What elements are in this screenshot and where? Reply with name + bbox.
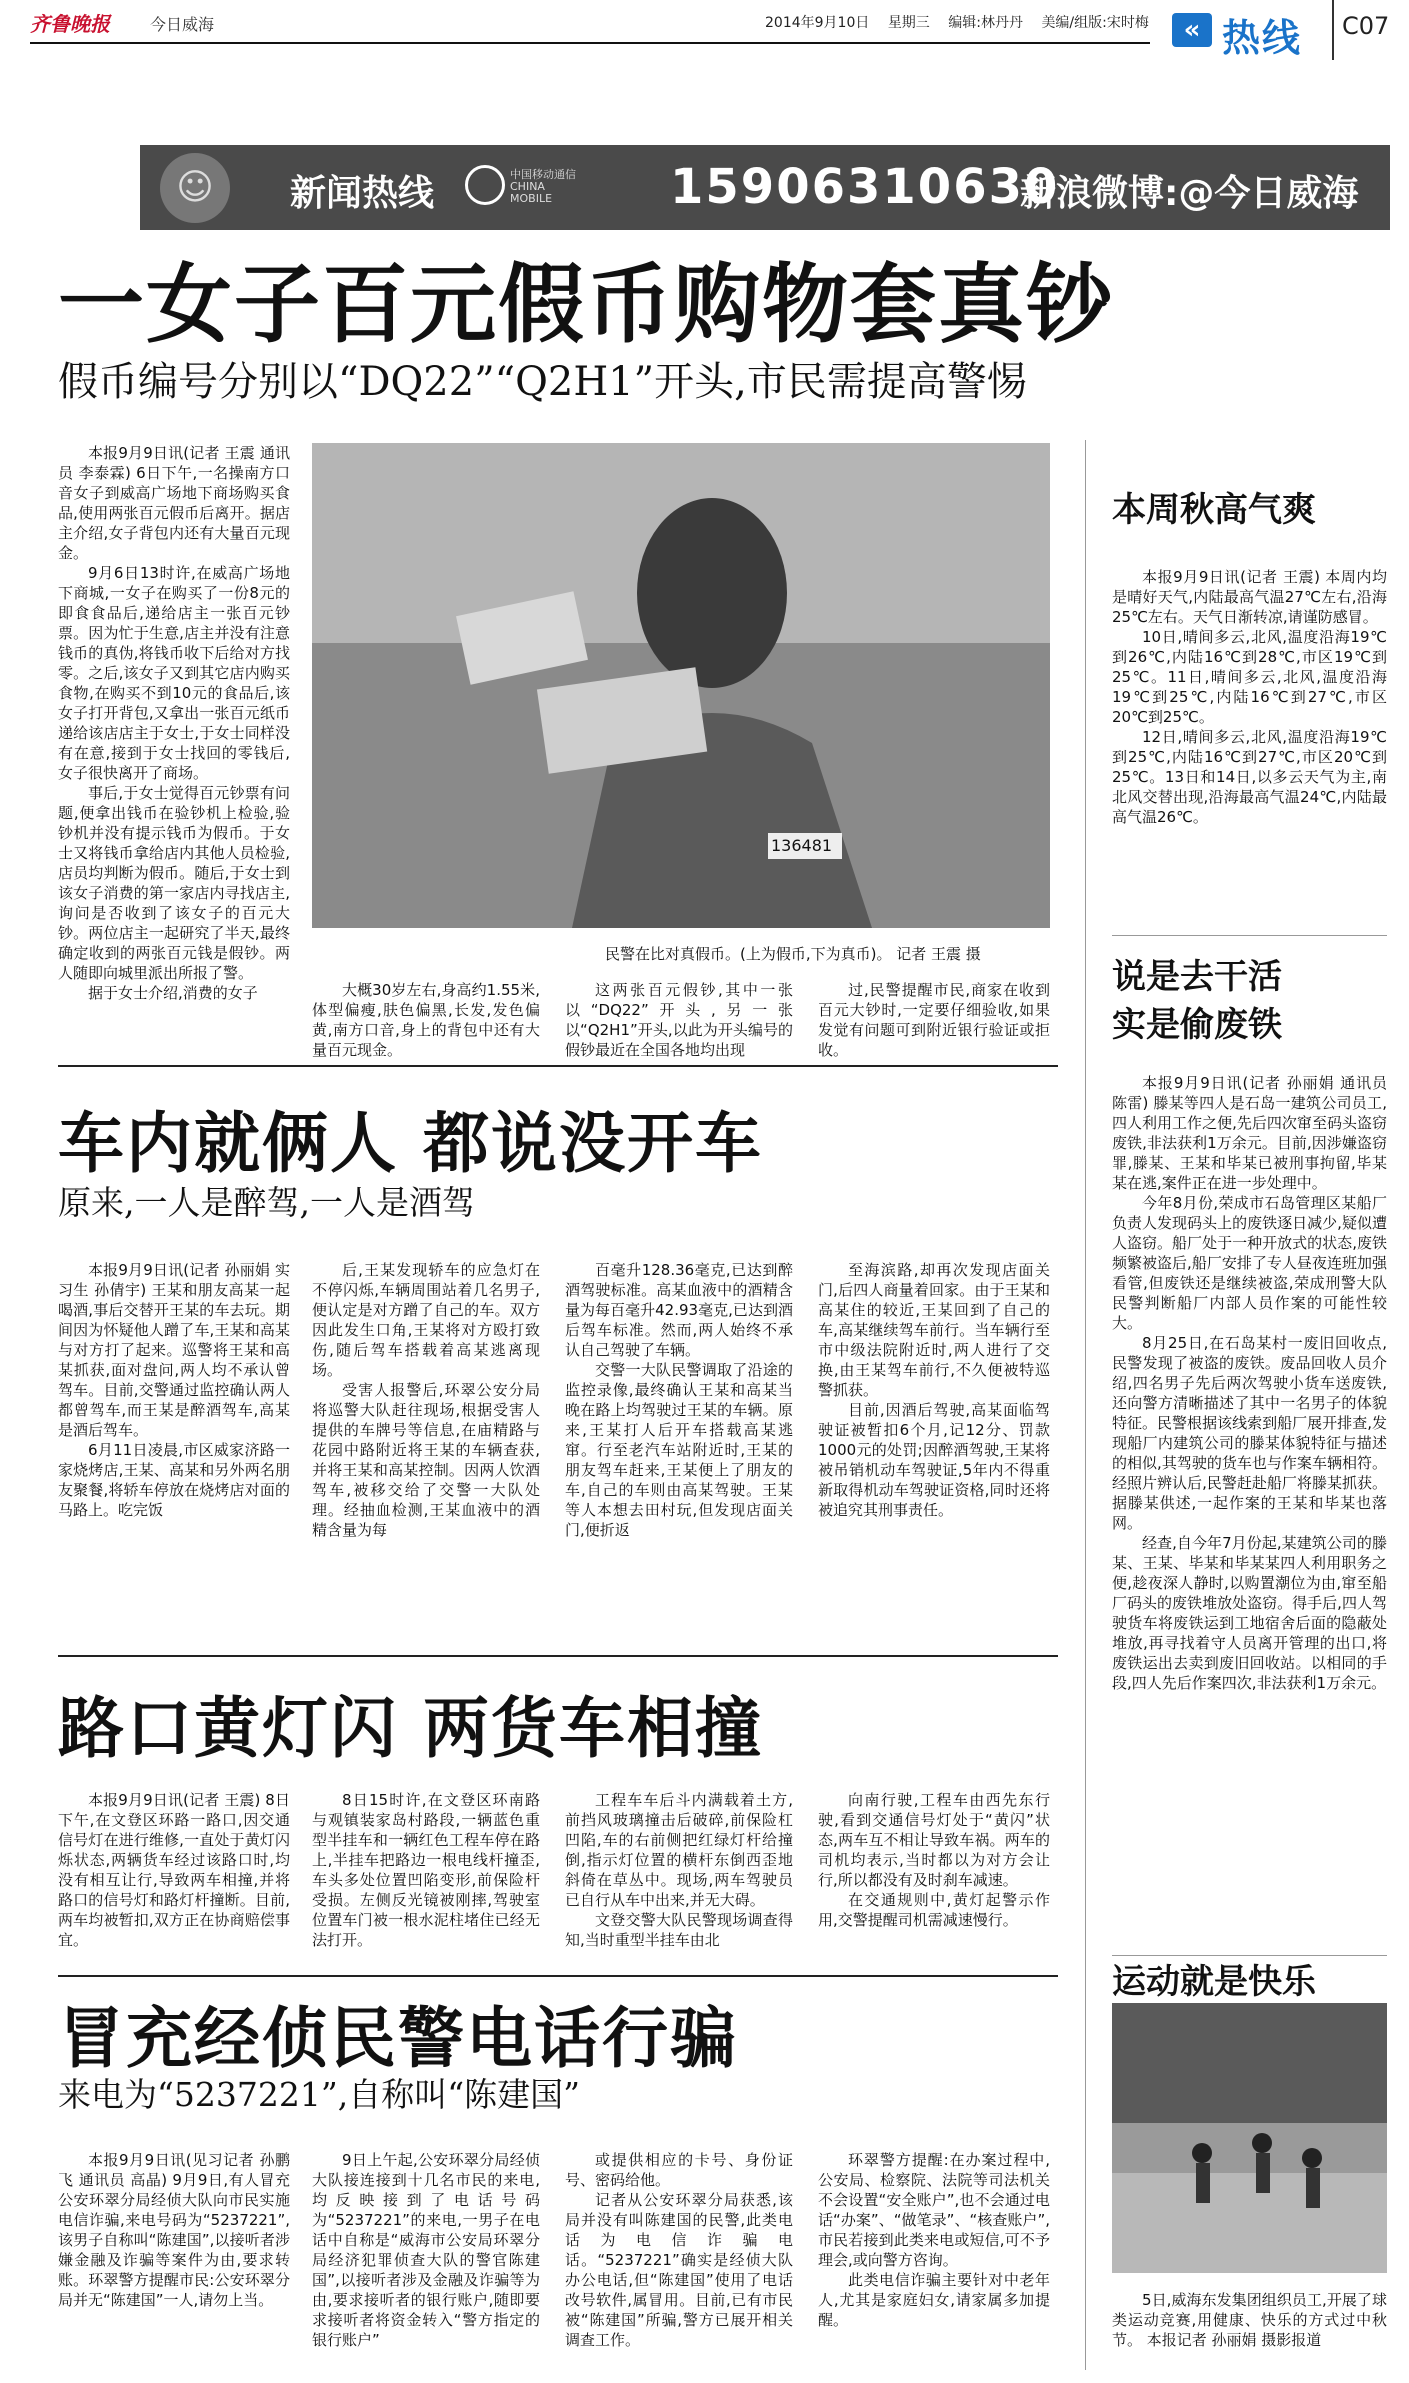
header-divider [1332, 0, 1334, 60]
article2-col3: 百毫升128.36毫克,已达到醉酒驾驶标准。高某血液中的酒精含量为每百毫升42.93毫克,已达到酒后驾车标准。然而,两人始终不承认自己驾驶了车辆。 交警一大队民警调取了沿途的监控录像,最终确认王某和高某当晚在路上均驾驶过王某的车辆。原来,王某打人后开车搭载高某逃窜。行至老汽车站附近时,王某的朋友驾车赶来,王某便上了朋友的车,自己的车则由高某驾驶。王某等人本想去田村玩,但发现店面关门,便折返 [565, 1261, 793, 1539]
article1-col3: 这两张百元假钞,其中一张以“DQ22”开头,另一张以“Q2H1”开头,以此为开头编号的假钞最近在全国各地均出现 [565, 981, 793, 1059]
article2-col2: 后,王某发现轿车的应急灯在不停闪烁,车辆周围站着几名男子,便认定是对方蹭了自己的车。双方因此发生口角,王某将对方殴打致伤,随后驾车搭载着高某逃离现场。 受害人报警后,环翠公安分局将巡警大队赶往现场,根据受害人提供的车牌号等信息,在庙精路与花园中路附近将王某的车辆查获,并将王某和高某控制。因两人饮酒驾车,被移交给了交警一大队处理。经抽血检测,王某血液中的酒精含量为每 [312, 1261, 540, 1539]
sidebar3-top-rule [1112, 1955, 1387, 1956]
article1-photo-caption: 民警在比对真假币。(上为假币,下为真币)。 记者 王震 摄 [605, 945, 981, 963]
header-rule [30, 42, 1150, 44]
mascot-icon: ☺ [160, 153, 230, 223]
basketball-game-illustration [1112, 2003, 1387, 2273]
article3-col3: 工程车车后斗内满载着土方,前挡风玻璃撞击后破碎,前保险杠凹陷,车的右前侧把红绿灯杆给撞倒,指示灯位置的横杆东倒西歪地斜倚在草丛中。现场,两车驾驶员已自行从车中出来,并无大碍。 文登交警大队民警现场调查得知,当时重型半挂车由北 [565, 1791, 793, 1949]
article4-title: 冒充经侦民警电话行骗 [58, 1999, 738, 2077]
section-tab [1172, 5, 1322, 60]
sidebar1-body: 本报9月9日讯(记者 王震) 本周内均是晴好天气,内陆最高气温27℃左右,沿海25℃左右。天气日渐转凉,请谨防感冒。 10日,晴间多云,北风,温度沿海19℃到26℃,内陆16℃到28℃,市区19℃到25℃。11日,晴间多云,北风,温度沿海19℃到25℃,内陆16℃到27℃,市区20℃到25℃。 12日,晴间多云,北风,温度沿海19℃到25℃,内陆16℃到27℃,市区20℃到25℃。13日和14日,以多云天气为主,南北风交替出现,沿海最高气温24℃,内陆最高气温26℃。 [1112, 568, 1387, 826]
article4-col4: 环翠警方提醒:在办案过程中,公安局、检察院、法院等司法机关不会设置“安全账户”,也不会通过电话“办案”、“做笔录”、“核查账户”,市民若接到此类来电或短信,可不予理会,或向警方咨询。 此类电信诈骗主要针对中老年人,尤其是家庭妇女,请家属多加提醒。 [818, 2151, 1050, 2329]
article4-subtitle: 来电为“5237221”,自称叫“陈建国” [58, 2075, 580, 2114]
china-mobile-logo-icon [465, 165, 505, 205]
page-number: C07 [1342, 12, 1390, 40]
article2-top-rule [58, 1065, 1058, 1067]
header-meta [765, 12, 1163, 32]
sidebar2-body: 本报9月9日讯(记者 孙丽娟 通讯员 陈雷) 滕某等四人是石岛一建筑公司员工,四人利用工作之便,先后四次窜至码头盗窃废铁,非法获利1万余元。目前,因涉嫌盗窃罪,滕某、王某和毕某已被刑事拘留,毕某某在逃,案件正在进一步处理中。 今年8月份,荣成市石岛管理区某船厂负责人发现码头上的废铁逐日减少,疑似遭人盗窃。船厂处于一种开放式的状态,废铁频繁被盗后,船厂安排了专人昼夜连班加强看管,但废铁还是继续被盗,荣成刑警大队民警判断船厂内部人员作案的可能性较大。 8月25日,在石岛某村一废旧回收点,民警发现了被盗的废铁。废品回收人员介绍,四名男子先后两次驾驶小货车送废铁,还向警方清晰描述了其中一名男子的体貌特征。民警根据该线索到船厂展开排查,发现船厂内建筑公司的滕某体貌特征与描述的相似,其驾驶的货车也与作案车辆相符。经照片辨认后,民警赶赴船厂将滕某抓获。据滕某供述,一起作案的王某和毕某也落网。 经查,自今年7月份起,某建筑公司的滕某、王某、毕某和毕某某四人利用职务之便,趁夜深人静时,以购置潮位为由,窜至船厂码头的废铁堆放处盗窃。得手后,四人驾驶货车将废铁运到工地宿舍后面的隐蔽处堆放,再寻找着守人员离开管理的出口,将废铁运出去卖到废旧回收站。以相同的手段,四人先后作案四次,非法获利1万余元。 [1112, 1074, 1387, 1692]
badge-number: 136481 [771, 836, 833, 855]
section-name: 热线 [1222, 16, 1303, 60]
police-officer-holding-banknotes-illustration [312, 443, 1050, 928]
article1-title: 一女子百元假币购物套真钞 [58, 254, 1114, 355]
article4-col1: 本报9月9日讯(见习记者 孙鹏飞 通讯员 高晶) 9月9日,有人冒充公安环翠分局经侦大队向市民实施电信诈骗,来电号码为“5237221”,该男子自称叫“陈建国”,以接听者涉嫌金融及诈骗等案件为由,要求转账。环翠警方提醒市民:公安环翠分局并无“陈建国”一人,请勿上当。 [58, 2151, 290, 2309]
newspaper-logo: 齐鲁晚报 [30, 12, 110, 36]
article2-col4: 至海滨路,却再次发现店面关门,后四人商量着回家。由于王某和高某住的较近,王某回到了自己的车,高某继续驾车前行。当车辆行至市中级法院附近时,两人进行了交换,由王某驾车前行,不久便被特巡警抓获。 目前,因酒后驾驶,高某面临驾驶证被暂扣6个月,记12分、罚款1000元的处罚;因醉酒驾驶,王某将被吊销机动车驾驶证,5年内不得重新取得机动车驾驶证资格,同时还将被追究其刑事责任。 [818, 1261, 1050, 1519]
article4-col2: 9日上午起,公安环翠分局经侦大队接连接到十几名市民的来电,均反映接到了电话号码为“5237221”的来电,一男子在电话中自称是“威海市公安局环翠分局经济犯罪侦查大队的警官陈建国”,以接听者涉及金融及诈骗等为由,要求接听者的银行账户,随即要求接听者将资金转入“警方指定的银行账户” [312, 2151, 540, 2349]
sidebar3-caption: 5日,威海东发集团组织员工,开展了球类运动竞赛,用健康、快乐的方式过中秋节。 本报记者 孙丽娟 摄影报道 [1112, 2291, 1387, 2349]
article1-col1: 本报9月9日讯(记者 王震 通讯员 李泰霖) 6日下午,一名操南方口音女子到威高广场地下商场购买食品,使用两张百元假币后离开。据店主介绍,女子背包内还有大量百元现金。 9月6日13时许,在威高广场地下商城,一女子在购买了一份8元的即食食品后,递给店主一张百元钞票。因为忙于生意,店主并没有注意钱币的真伪,将钱币收下后给对方找零。之后,该女子又到其它店内购买食物,在购买不到10元的食品后,该女子打开背包,又拿出一张百元纸币递给该店店主于女士,于女士同样没有在意,接到于女士找回的零钱后,女子很快离开了商场。 事后,于女士觉得百元钞票有问题,便拿出钱币在验钞机上检验,验钞机并没有提示钱币为假币。于女士又将钱币拿给店内其他人员检验,店员均判断为假币。随后,于女士到该女子消费的第一家店内寻找店主,询问是否收到了该女子的百元大钞。两位店主一起研究了半天,最终确定收到的两张百元钱是假钞。两人随即向城里派出所报了警。 据于女士介绍,消费的女子 [58, 444, 290, 1002]
design-credit: 美编/组版:宋时梅 [1041, 15, 1149, 31]
double-chevron-icon: « [1172, 13, 1212, 47]
article1-col4: 过,民警提醒市民,商家在收到百元大钞时,一定要仔细验收,如果发觉有问题可到附近银行验证或拒收。 [818, 981, 1050, 1059]
sidebar2-top-rule [1112, 935, 1387, 936]
article4-top-rule [58, 1975, 1058, 1977]
hotline-label: 新闻热线 [290, 172, 435, 214]
article2-title: 车内就俩人 都说没开车 [58, 1104, 763, 1182]
article3-col4: 向南行驶,工程车由西先东行驶,看到交通信号灯处于“黄闪”状态,两车互不相让导致车祸。两车的司机均表示,当时都以为对方会让行,所以都没有及时刹车减速。 在交通规则中,黄灯起警示作用,交警提醒司机需减速慢行。 [818, 1791, 1050, 1929]
editor-credit: 编辑:林丹丹 [948, 15, 1023, 31]
article3-title: 路口黄灯闪 两货车相撞 [58, 1689, 763, 1767]
sidebar-divider [1085, 440, 1086, 2370]
edition-name: 今日威海 [150, 15, 215, 34]
weibo-handle: 新浪微博:@今日威海 [1020, 173, 1359, 214]
article3-col1: 本报9月9日讯(记者 王震) 8日下午,在文登区环路一路口,因交通信号灯在进行维修,一直处于黄灯闪烁状态,两辆货车经过该路口时,均没有相互让行,导致两车相撞,并将路口的信号灯和路灯杆撞断。目前,两车均被暂扣,双方正在协商赔偿事宜。 [58, 1791, 290, 1949]
article1-subtitle: 假币编号分别以“DQ22”“Q2H1”开头,市民需提高警惕 [58, 359, 1027, 405]
sponsor-name: 中国移动通信 CHINA MOBILE [510, 168, 576, 205]
issue-date: 2014年9月10日 [765, 15, 870, 31]
article3-col2: 8日15时许,在文登区环南路与观镇装家岛村路段,一辆蓝色重型半挂车和一辆红色工程车停在路上,半挂车把路边一根电线杆撞歪,车头多处位置凹陷变形,前保险杆受损。左侧反光镜被刚摔,驾驶室位置车门被一根水泥柱堵住已经无法打开。 [312, 1791, 540, 1949]
sidebar3-title: 运动就是快乐 [1112, 1962, 1316, 2002]
article3-top-rule [58, 1655, 1058, 1657]
sidebar1-title: 本周秋高气爽 [1112, 490, 1316, 530]
news-hotline-banner [140, 145, 1390, 230]
issue-weekday: 星期三 [887, 15, 930, 31]
article1-col2: 大概30岁左右,身高约1.55米,体型偏瘦,肤色偏黑,长发,发色偏黄,南方口音,身上的背包中还有大量百元现金。 [312, 981, 540, 1059]
hotline-phone: 15906310630 [670, 159, 1060, 215]
sidebar3-photo [1112, 2003, 1387, 2273]
article2-col1: 本报9月9日讯(记者 孙丽娟 实习生 孙倩宇) 王某和朋友高某一起喝酒,事后交替开王某的车去玩。期间因为怀疑他人蹭了车,王某和高某与对方打了起来。巡警将王某和高某抓获,面对盘问,两人均不承认曾驾车。目前,交警通过监控确认两人都曾驾车,而王某是醉酒驾车,高某是酒后驾车。 6月11日凌晨,市区威家济路一家烧烤店,王某、高某和另外两名朋友聚餐,将轿车停放在烧烤店对面的马路上。吃完饭 [58, 1261, 290, 1519]
sidebar2-title-line1: 说是去干活 [1112, 957, 1282, 997]
article4-col3: 或提供相应的卡号、身份证号、密码给他。 记者从公安环翠分局获悉,该局并没有叫陈建国的民警,此类电话为电信诈骗电话。“5237221”确实是经侦大队办公电话,但“陈建国”使用了电话改号软件,属冒用。目前,已有市民被“陈建国”所骗,警方已展开相关调查工作。 [565, 2151, 793, 2349]
sidebar2-title-line2: 实是偷废铁 [1112, 1005, 1282, 1045]
article1-photo [312, 443, 1050, 928]
article2-subtitle: 原来,一人是醉驾,一人是酒驾 [58, 1183, 475, 1222]
